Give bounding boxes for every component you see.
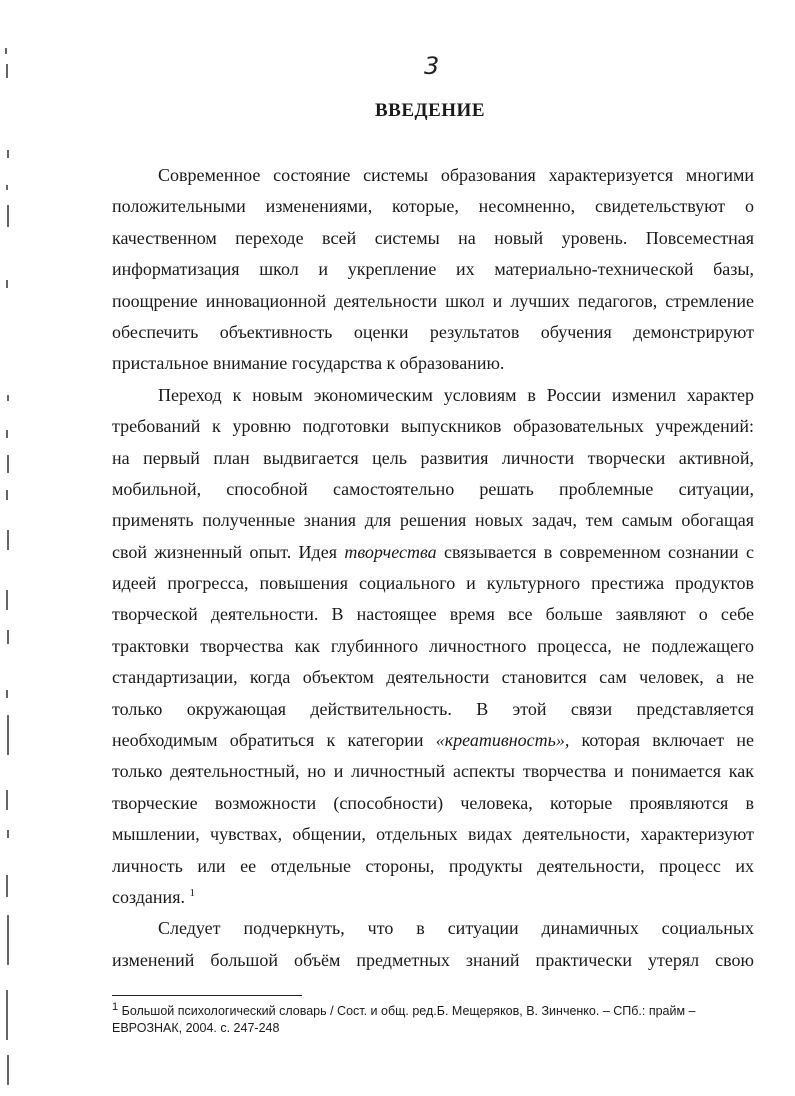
- text-line: требований к уровню подготовки выпускников образовательных учреждений:: [112, 416, 754, 437]
- footnote-line: [112, 1000, 752, 1020]
- text-line: мышлении, чувствах, общении, отдельных видах деятельности, характеризуют: [112, 824, 754, 845]
- text-line-mixed: [112, 725, 754, 756]
- text-line: творческой деятельности. В настоящее время все больше заявляют о себе: [112, 604, 754, 625]
- text-line: на первый план выдвигается цель развития личности творчески активной,: [112, 447, 754, 468]
- text-line: личность или ее отдельные стороны, продукты деятельности, процесс их: [112, 855, 754, 876]
- text-line: Следует подчеркнуть, что в ситуации динамичных социальных: [158, 918, 754, 939]
- text-line: качественном переходе всей системы на новый уровень. Повсеместная: [112, 227, 754, 248]
- text-fragment: которая включает не: [569, 730, 754, 751]
- text-line: пристальное внимание государства к образованию.: [112, 353, 505, 374]
- text-line: поощрение инновационной деятельности школ и лучших педагогов, стремление: [112, 290, 754, 311]
- text-line: изменений большой объём предметных знаний практически утерял свою: [112, 949, 754, 970]
- text-line: положительными изменениями, которые, несомненно, свидетельствуют о: [112, 196, 754, 217]
- body-text: [112, 160, 754, 976]
- text-line: Современное состояние системы образования характеризуется многими: [158, 165, 754, 185]
- text-line: Переход к новым экономическим условиям в России изменил характер: [158, 384, 754, 405]
- emphasis-creativity: творчества: [344, 541, 437, 562]
- text-line: только окружающая действительность. В этой связи представляется: [112, 698, 754, 719]
- text-fragment: создания.: [112, 886, 185, 907]
- footnote: [112, 1000, 752, 1037]
- text-fragment: необходимым обратиться к категории: [112, 730, 436, 751]
- text-fragment: связывается в современном сознании с: [436, 541, 754, 562]
- text-line: мобильной, способной самостоятельно решать проблемные ситуации,: [112, 478, 754, 499]
- page-number: 3: [424, 52, 440, 80]
- text-line: только деятельностный, но и личностный аспекты творчества и понимается как: [112, 761, 754, 782]
- text-line: информатизация школ и укрепление их материально-технической базы,: [112, 259, 754, 280]
- text-line: применять полученные знания для решения новых задач, тем самым обогащая: [112, 510, 754, 531]
- text-line: творческие возможности (способности) человека, которые проявляются в: [112, 792, 754, 813]
- footnote-divider: [112, 995, 302, 996]
- scan-margin-artifacts: [0, 0, 18, 1096]
- text-line: трактовки творчества как глубинного личностного процесса, не подлежащего: [112, 635, 754, 656]
- emphasis-creativity-term: «креативность»,: [435, 730, 570, 751]
- footnote-reference[interactable]: 1: [189, 886, 195, 899]
- page-title: ВВЕДЕНИЕ: [375, 100, 485, 121]
- text-fragment: свой жизненный опыт. Идея: [112, 541, 345, 562]
- footnote-text: Большой психологический словарь / Сост. и общ. ред.Б. Мещеряков, В. Зинченко. – СПб.: прайм –: [121, 1004, 696, 1018]
- footnote-marker: 1: [112, 1000, 119, 1013]
- text-line: обеспечить объективность оценки результатов обучения демонстрируют: [112, 321, 754, 342]
- text-line-mixed: [112, 537, 754, 568]
- text-line: стандартизации, когда объектом деятельности становится сам человек, а не: [112, 667, 754, 688]
- footnote-line: ЕВРОЗНАК, 2004. с. 247-248: [112, 1021, 280, 1035]
- text-line-mixed: [112, 882, 754, 913]
- text-line: идеей прогресса, повышения социального и культурного престижа продуктов: [112, 573, 754, 594]
